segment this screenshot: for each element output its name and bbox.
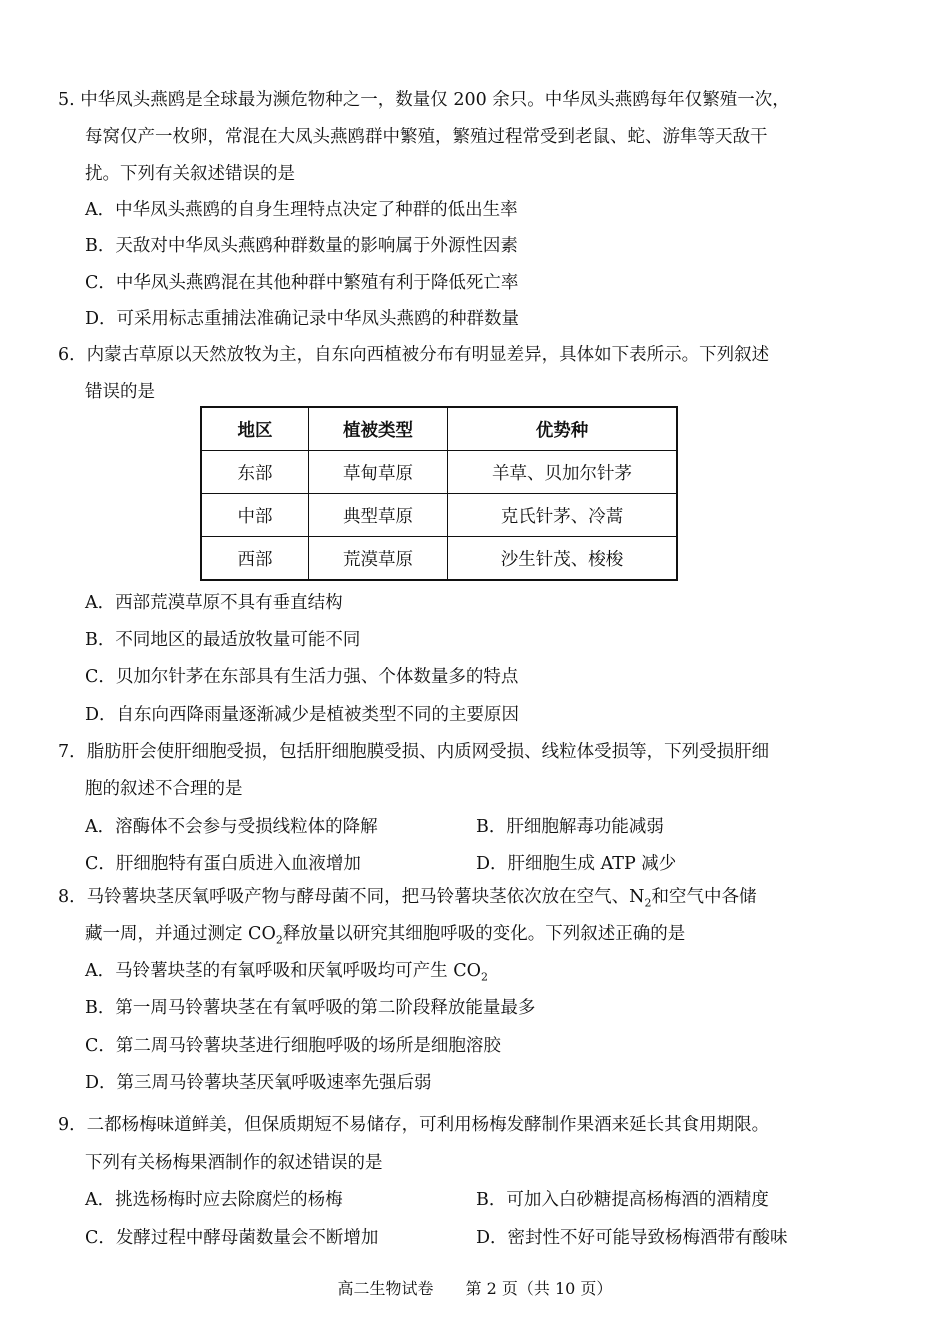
- table-row: [201, 537, 677, 581]
- vegetation-table: [200, 406, 678, 581]
- q5-stem-line-2: 每窝仅产一枚卵，常混在大凤头燕鸥群中繁殖，繁殖过程常受到老鼠、蛇、游隼等天敌干: [85, 127, 768, 147]
- table-cell: 克氏针茅、冷蒿: [448, 494, 678, 537]
- q7-option-b: B．肝细胞解毒功能减弱: [476, 817, 664, 837]
- q9-option-d: D．密封性不好可能导致杨梅酒带有酸味: [476, 1228, 788, 1248]
- q5-option-c: C．中华凤头燕鸥混在其他种群中繁殖有利于降低死亡率: [85, 273, 519, 293]
- q7-option-c: C．肝细胞特有蛋白质进入血液增加: [85, 854, 361, 874]
- table-cell: 羊草、贝加尔针茅: [448, 451, 678, 494]
- page-footer: 高二生物试卷 第 2 页（共 10 页）: [337, 1279, 613, 1298]
- q8-option-d: D．第三周马铃薯块茎厌氧呼吸速率先强后弱: [85, 1073, 432, 1093]
- q9-option-b: B．可加入白砂糖提高杨梅酒的酒精度: [476, 1190, 769, 1210]
- q8-option-a-text: A．马铃薯块茎的有氧呼吸和厌氧呼吸均可产生 CO: [85, 961, 481, 981]
- q6-stem-line-2: 错误的是: [85, 382, 155, 402]
- table-cell: 东部: [201, 451, 309, 494]
- q9-option-c: C．发酵过程中酵母菌数量会不断增加: [85, 1228, 379, 1248]
- q9-option-a: A．挑选杨梅时应去除腐烂的杨梅: [85, 1190, 343, 1210]
- table-cell: 荒漠草原: [309, 537, 448, 581]
- table-cell: 草甸草原: [309, 451, 448, 494]
- q8-option-c: C．第二周马铃薯块茎进行细胞呼吸的场所是细胞溶胶: [85, 1036, 501, 1056]
- q6-option-a: A．西部荒漠草原不具有垂直结构: [85, 593, 343, 613]
- q5-option-b: B．天敌对中华凤头燕鸥种群数量的影响属于外源性因素: [85, 236, 518, 256]
- q9-stem-line-2: 下列有关杨梅果酒制作的叙述错误的是: [85, 1153, 383, 1173]
- table-header-vegetation-type: 植被类型: [309, 407, 448, 451]
- table-cell: 西部: [201, 537, 309, 581]
- table-row: [201, 494, 677, 537]
- table-row: [201, 451, 677, 494]
- q7-option-d: D．肝细胞生成 ATP 减少: [476, 854, 677, 874]
- q8-stem-text: 和空气中各储: [651, 887, 757, 907]
- q6-option-b: B．不同地区的最适放牧量可能不同: [85, 630, 361, 650]
- q8-stem-text: 8．马铃薯块茎厌氧呼吸产物与酵母菌不同，把马铃薯块茎依次放在空气、N: [58, 887, 645, 907]
- subscript: 2: [480, 970, 488, 984]
- q5-stem-line-3: 扰。下列有关叙述错误的是: [85, 164, 295, 184]
- q8-option-b: B．第一周马铃薯块茎在有氧呼吸的第二阶段释放能量最多: [85, 998, 536, 1018]
- q8-option-a: [85, 959, 488, 983]
- subscript: 2: [644, 896, 652, 910]
- q6-stem-line-1: 6．内蒙古草原以天然放牧为主，自东向西植被分布有明显差异，具体如下表所示。下列叙述: [58, 345, 770, 365]
- q5-option-a: A．中华凤头燕鸥的自身生理特点决定了种群的低出生率: [85, 200, 518, 220]
- q6-option-c: C．贝加尔针茅在东部具有生活力强、个体数量多的特点: [85, 667, 519, 687]
- q8-stem-text: 藏一周，并通过测定 CO: [85, 924, 276, 944]
- q9-stem-line-1: 9．二都杨梅味道鲜美，但保质期短不易储存，可利用杨梅发酵制作果酒来延长其食用期限。: [58, 1115, 770, 1135]
- q8-stem-line-2: [85, 922, 685, 946]
- table-cell: 沙生针茂、梭梭: [448, 537, 678, 581]
- q7-stem-line-1: 7．脂肪肝会使肝细胞受损，包括肝细胞膜受损、内质网受损、线粒体受损等，下列受损肝细: [58, 742, 770, 762]
- q5-option-d: D．可采用标志重捕法准确记录中华凤头燕鸥的种群数量: [85, 309, 520, 329]
- subscript: 2: [275, 933, 283, 947]
- q7-stem-line-2: 胞的叙述不合理的是: [85, 779, 243, 799]
- table-header-dominant-species: 优势种: [448, 407, 678, 451]
- table-header-row: [201, 407, 677, 451]
- table-cell: 中部: [201, 494, 309, 537]
- q6-option-d: D．自东向西降雨量逐渐减少是植被类型不同的主要原因: [85, 705, 520, 725]
- q8-stem-line-1: [58, 885, 756, 909]
- q5-stem-line-1: 5. 中华凤头燕鸥是全球最为濒危物种之一，数量仅 200 余只。中华凤头燕鸥每年仅繁殖一次，: [58, 90, 790, 110]
- table-header-region: 地区: [201, 407, 309, 451]
- q7-option-a: A．溶酶体不会参与受损线粒体的降解: [85, 817, 378, 837]
- table-cell: 典型草原: [309, 494, 448, 537]
- q8-stem-text: 释放量以研究其细胞呼吸的变化。下列叙述正确的是: [282, 924, 686, 944]
